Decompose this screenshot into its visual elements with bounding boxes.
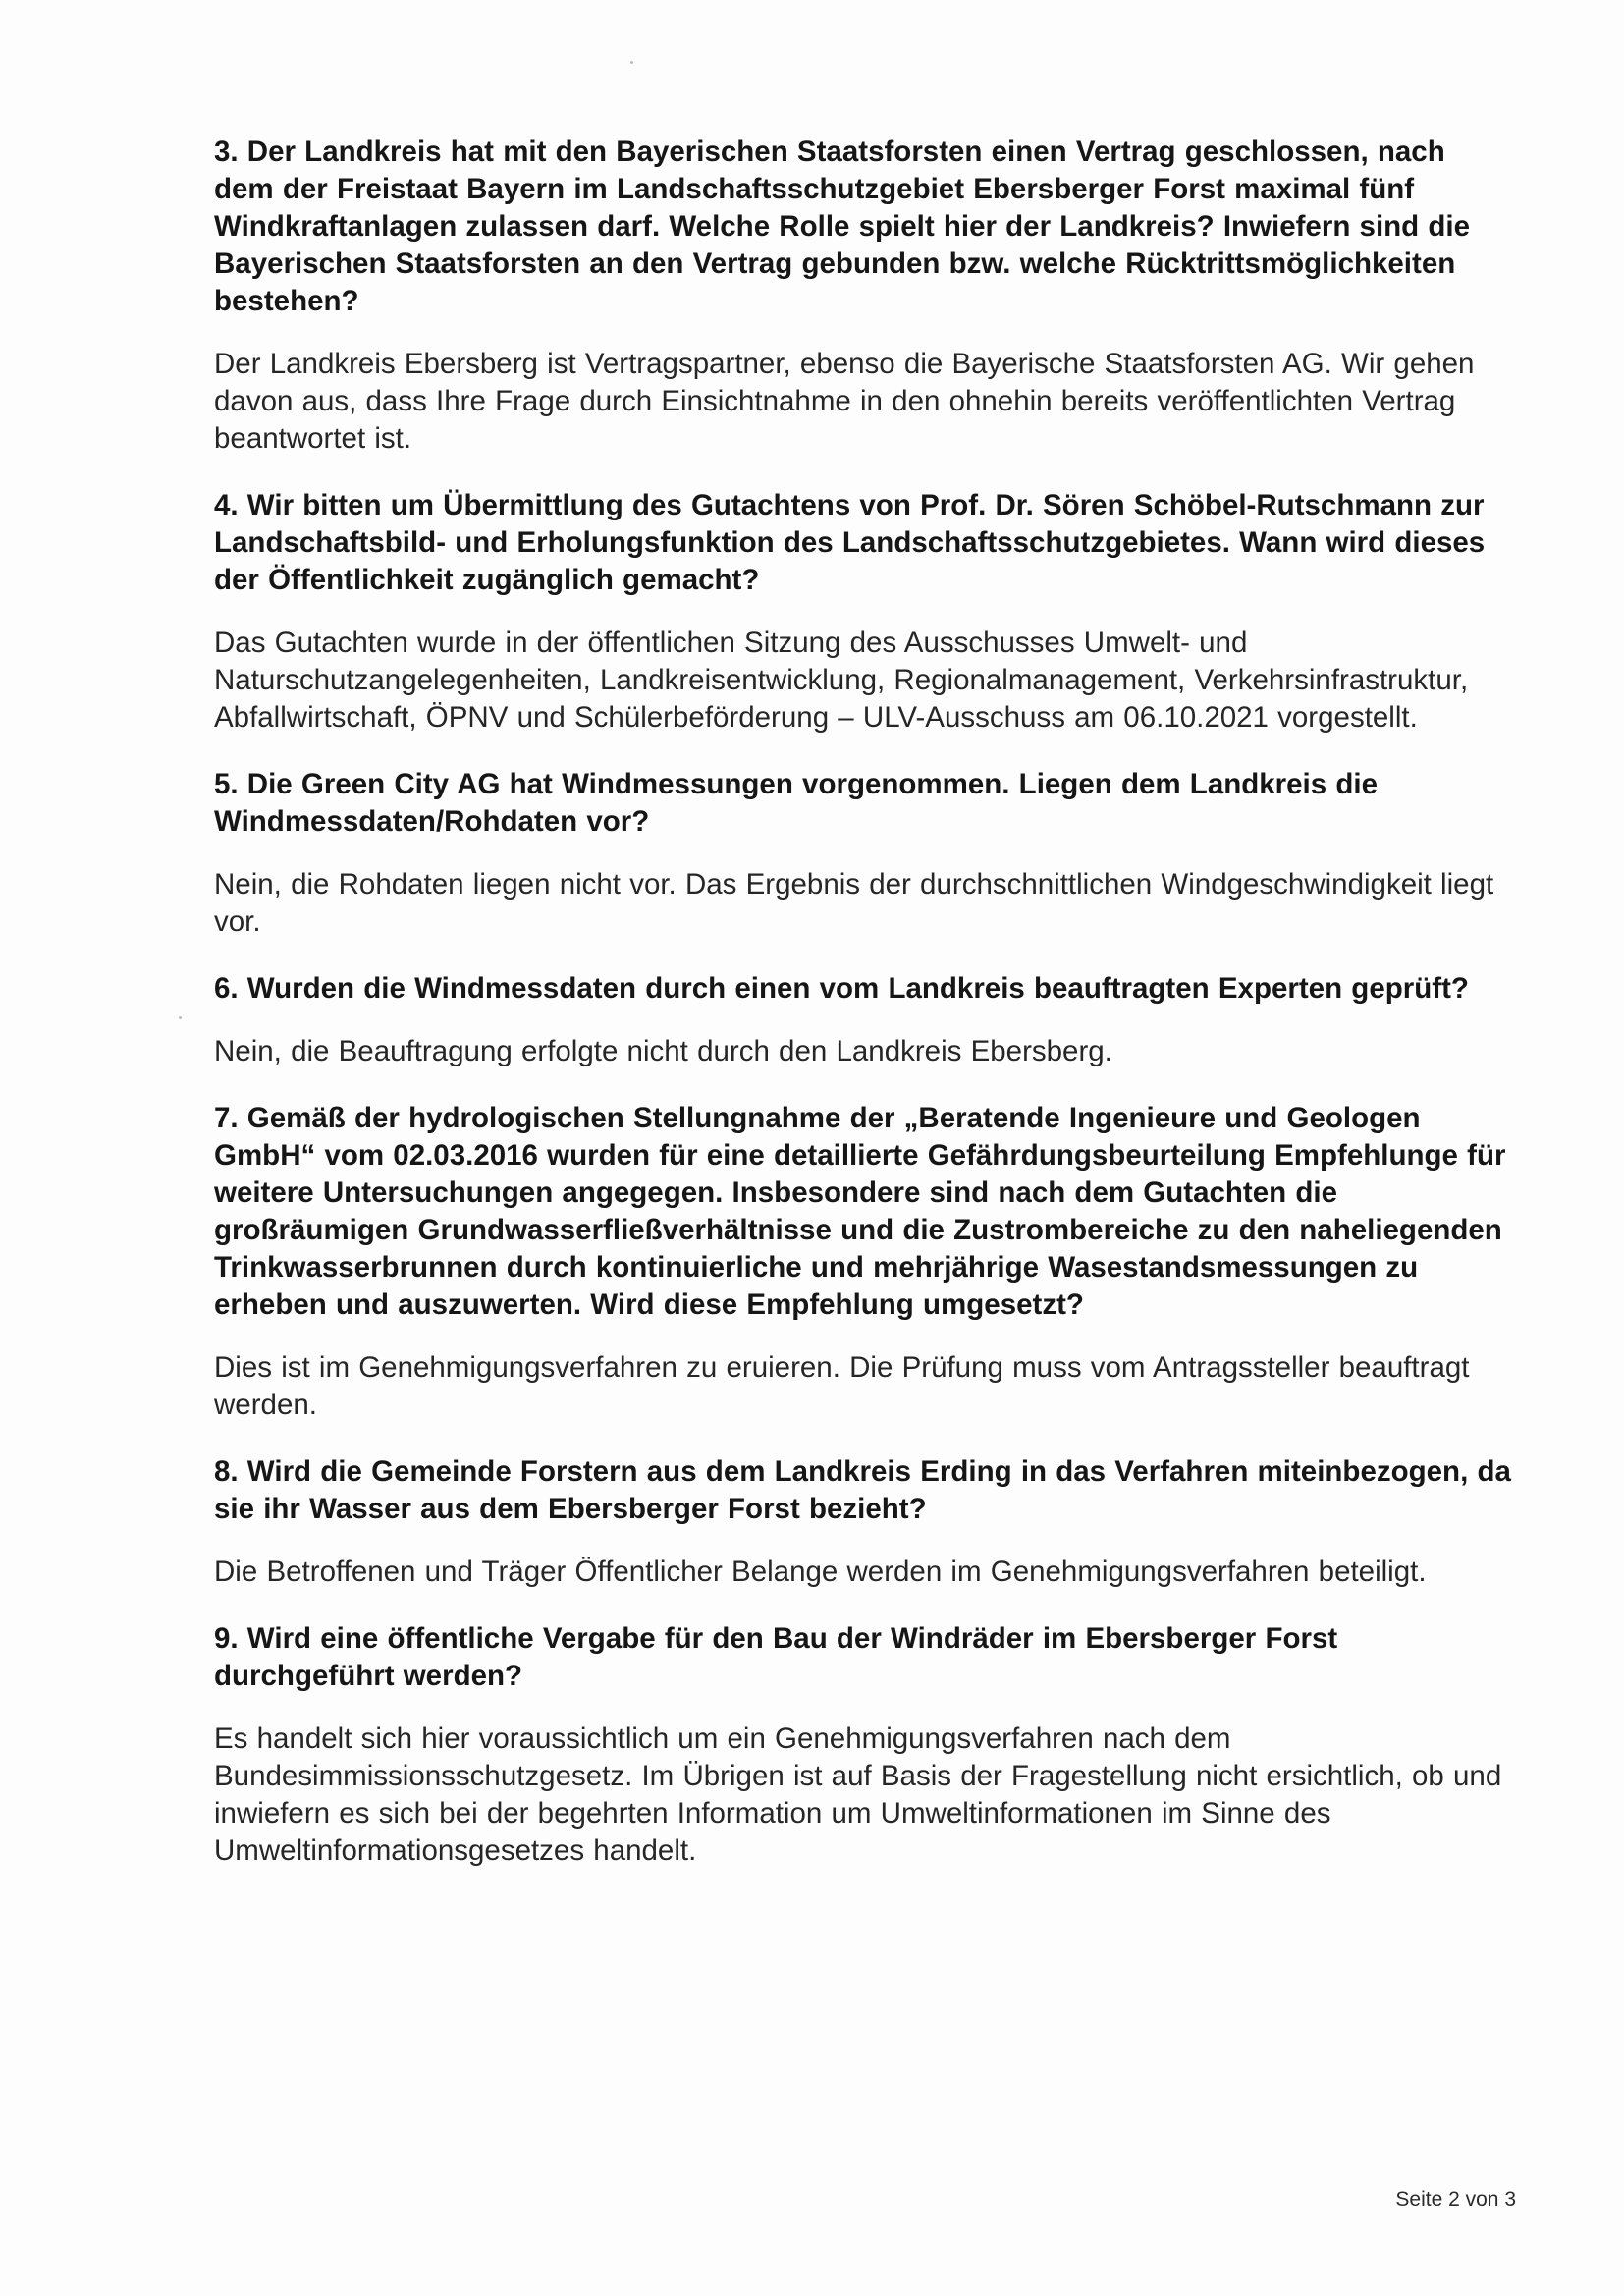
question-7: 7. Gemäß der hydrologischen Stellungnahme der „Beratende Ingenieure und Geologen GmbH“ vom 02.03.2016 wurden für eine detaillierte Gefährdungsbeurteilung Empfehlunge für weitere Untersuchungen angegegen. Insbesondere sind nach dem Gutachten die großräumigen Grundwasserfließverhältnisse und die Zustrombereiche zu den naheliegenden Trinkwasserbrunnen durch kontinuierliche und mehrjährige Wasestandsmessungen zu erheben und auszuwerten. Wird diese Empfehlung umgesetzt? <box>214 1102 1506 1321</box>
answer-6: Nein, die Beauftragung erfolgte nicht durch den Landkreis Ebersberg. <box>214 1035 1112 1067</box>
answer-8: Die Betroffenen und Träger Öffentlicher Belange werden im Genehmigungsverfahren beteiligt. <box>214 1556 1427 1588</box>
question-block-4 <box>214 487 1512 737</box>
question-block-6 <box>214 970 1512 1070</box>
answer-9: Es handelt sich hier voraussichtlich um ein Genehmigungsverfahren nach dem Bundesimmissionsschutzgesetz. Im Übrigen ist auf Basis der Fragestellung nicht ersichtlich, ob und inwiefern es sich bei der begehrten Information um Umweltinformationen im Sinne des Umweltinformationsgesetzes handelt. <box>214 1722 1502 1867</box>
document-body <box>214 134 1512 1899</box>
question-block-3 <box>214 134 1512 458</box>
question-8: 8. Wird die Gemeinde Forstern aus dem Landkreis Erding in das Verfahren miteinbezogen, da sie ihr Wasser aus dem Ebersberger Forst bezieht? <box>214 1455 1511 1525</box>
scan-speck <box>179 1016 182 1019</box>
answer-3: Der Landkreis Ebersberg ist Vertragspartner, ebenso die Bayerische Staatsforsten AG. Wir gehen davon aus, dass Ihre Frage durch Einsichtnahme in den ohnehin bereits veröffentlichten Vertrag beantwortet ist. <box>214 348 1475 455</box>
question-6: 6. Wurden die Windmessdaten durch einen vom Landkreis beauftragten Experten geprüft? <box>214 972 1469 1005</box>
page-number: Seite 2 von 3 <box>1395 2188 1516 2211</box>
answer-7: Dies ist im Genehmigungsverfahren zu eruieren. Die Prüfung muss vom Antragssteller beauftragt werden. <box>214 1351 1470 1421</box>
question-3: 3. Der Landkreis hat mit den Bayerischen Staatsforsten einen Vertrag geschlossen, nach dem der Freistaat Bayern im Landschaftsschutzgebiet Ebersberger Forst maximal fünf Windkraftanlagen zulassen darf. Welche Rolle spielt hier der Landkreis? Inwiefern sind die Bayerischen Staatsforsten an den Vertrag gebunden bzw. welche Rücktrittsmöglichkeiten bestehen? <box>214 136 1470 317</box>
question-9: 9. Wird eine öffentliche Vergabe für den Bau der Windräder im Ebersberger Forst durchgeführt werden? <box>214 1622 1338 1692</box>
question-block-9 <box>214 1620 1512 1870</box>
question-4: 4. Wir bitten um Übermittlung des Gutachtens von Prof. Dr. Sören Schöbel-Rutschmann zur Landschaftsbild- und Erholungsfunktion des Landschaftsschutzgebietes. Wann wird dieses der Öffentlichkeit zugänglich gemacht? <box>214 489 1486 596</box>
answer-4: Das Gutachten wurde in der öffentlichen Sitzung des Ausschusses Umwelt- und Naturschutzangelegenheiten, Landkreisentwicklung, Regionalmanagement, Verkehrsinfrastruktur, Abfallwirtschaft, ÖPNV und Schülerbeförderung – ULV-Ausschuss am 06.10.2021 vorgestellt. <box>214 627 1469 734</box>
answer-5: Nein, die Rohdaten liegen nicht vor. Das Ergebnis der durchschnittlichen Windgeschwindigkeit liegt vor. <box>214 868 1494 938</box>
question-block-8 <box>214 1453 1512 1591</box>
question-5: 5. Die Green City AG hat Windmessungen vorgenommen. Liegen dem Landkreis die Windmessdaten/Rohdaten vor? <box>214 768 1378 838</box>
question-block-5 <box>214 766 1512 941</box>
scan-speck <box>630 61 633 64</box>
question-block-7 <box>214 1100 1512 1424</box>
